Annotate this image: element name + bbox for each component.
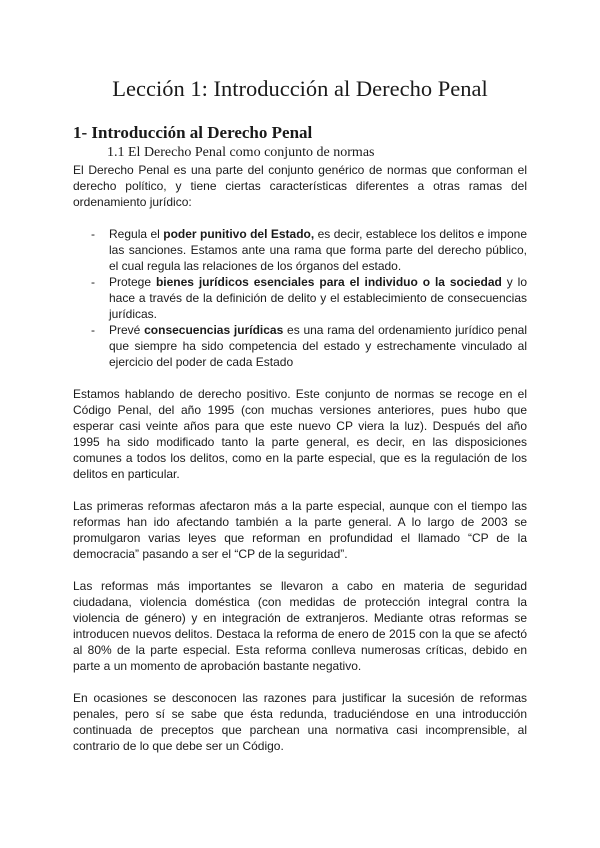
list-item: - Prevé consecuencias jurídicas es una rama del ordenamiento jurídico penal que siempre ha sido competencia del estado y estrechamente vinculado al ejercicio del poder de cada Estado [91, 323, 527, 369]
spacer [73, 482, 527, 498]
bold-term: poder punitivo del Estado, [163, 227, 315, 241]
list-dash: - [91, 275, 95, 289]
body-paragraph: Las reformas más importantes se llevaron a cabo en materia de seguridad ciudadana, violencia doméstica (con medidas de protección integral contra la violencia de género) y en integración de extranjeros. Mediante otras reformas se introducen nuevos delitos. Destaca la reforma de enero de 2015 con la que se afectó al 80% de la parte especial. Esta reforma conlleva numerosas críticas, debido en parte a un momento de aprobación bastante negativo. [73, 579, 527, 673]
list-item: - Protege bienes jurídicos esenciales para el individuo o la sociedad y lo hace a través de la definición de delito y el establecimiento de consecuencias jurídicas. [91, 275, 528, 321]
intro-paragraph: El Derecho Penal es una parte del conjunto genérico de normas que conforman el derecho político, y tiene ciertas características diferentes a otras ramas del ordenamiento jurídico: [73, 163, 527, 209]
subsection-heading: 1.1 El Derecho Penal como conjunto de normas [107, 145, 375, 160]
bold-term: consecuencias jurídicas [144, 323, 284, 337]
section-heading: 1- Introducción al Derecho Penal [73, 123, 313, 142]
body-paragraph: Las primeras reformas afectaron más a la parte especial, aunque con el tiempo las reformas han ido afectando también a la parte general. A lo largo de 2003 se promulgaron varias leyes que reforman en profundidad el llamado “CP de la democracia” pasando a ser el “CP de la seguridad”. [73, 499, 527, 561]
characteristics-list [73, 226, 527, 370]
spacer [73, 210, 527, 226]
list-item: - Regula el poder punitivo del Estado, es decir, establece los delitos e impone las sanciones. Estamos ante una rama que forma parte del derecho público, el cual regula las relaciones de los órganos del estado. [91, 227, 527, 273]
body-paragraph: Estamos hablando de derecho positivo. Este conjunto de normas se recoge en el Código Penal, del año 1995 (con muchas versiones anteriores, pues hubo que esperar casi veinte años para que este nuevo CP viera la luz). Después del año 1995 ha sido modificado tanto la parte general, es decir, en las disposiciones comunes a todos los delitos, como en la parte especial, que es la regulación de los delitos en particular. [73, 387, 527, 481]
spacer [73, 370, 527, 386]
bold-term: bienes jurídicos esenciales para el individuo o la sociedad [155, 275, 502, 289]
spacer [73, 562, 527, 578]
body-paragraph: En ocasiones se desconocen las razones para justificar la sucesión de reformas penales, pero sí se sabe que ésta redunda, traduciéndose en una introducción continuada de preceptos que parchean una normativa casi incomprensible, al contrario de lo que debe ser un Código. [73, 691, 527, 753]
page-title: Lección 1: Introducción al Derecho Penal [112, 76, 488, 101]
spacer [73, 674, 527, 690]
list-dash: - [91, 323, 95, 337]
list-dash: - [91, 227, 95, 241]
